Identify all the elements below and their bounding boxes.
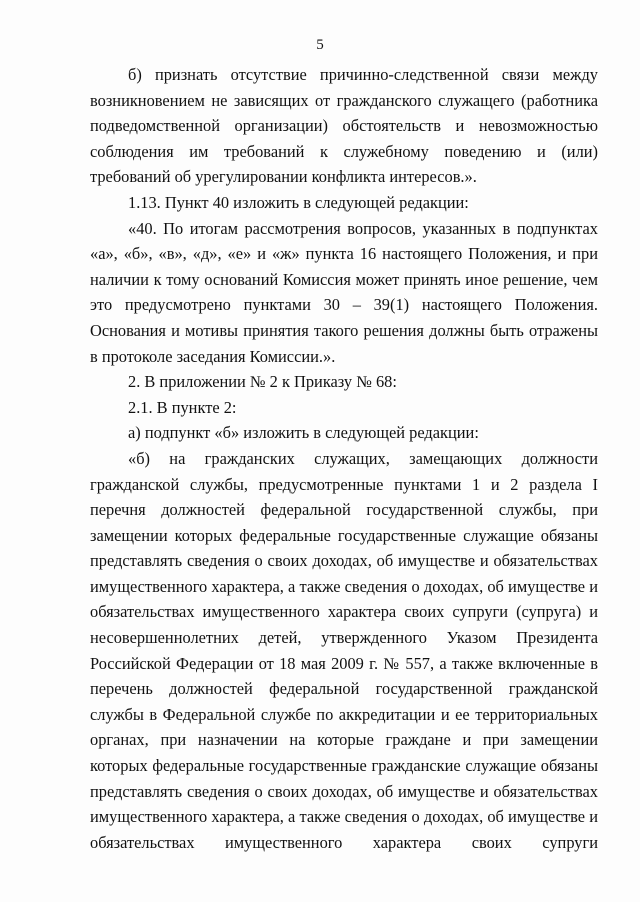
paragraph-1-13-heading: 1.13. Пункт 40 изложить в следующей редакции: — [128, 192, 469, 212]
document-body — [90, 62, 598, 855]
page-number: 5 — [316, 37, 324, 53]
paragraph-subpoint-b-text: «б) на гражданских служащих, замещающих должности гражданской службы, предусмотренные пунктами 1 и 2 раздела I перечня должностей федеральной государственной службы, при замещении которых федеральные государственные служащие обязаны представлять сведения о своих доходах, об имуществе и обязательствах имущественного характера, а также сведения о доходах, об имуществе и обязательствах имущественного характера своих супруги (супруга) и несовершеннолетних детей, утвержденного Указом Президента Российской Федерации от 18 мая 2009 г. № 557, а также включенные в перечень должностей федеральной государственной гражданской службы в Федеральной службе по аккредитации и ее территориальных органах, при назначении на которые граждане и при замещении которых федеральные государственные гражданские служащие обязаны представлять сведения о своих доходах, об имуществе и обязательствах имущественного характера, а также сведения о доходах, об имуществе и обязательствах имущественного характера своих супруги — [90, 448, 598, 852]
paragraph-appendix-2-heading: 2. В приложении № 2 к Приказу № 68: — [128, 372, 397, 392]
paragraph-item-b-recognize: б) признать отсутствие причинно-следственной связи между возникновением не зависящих от гражданского служащего (работника подведомственной организации) обстоятельств и невозможностью соблюдения им требований к служебному поведению и (или) требований об урегулировании конфликта интересов.». — [90, 65, 598, 187]
paragraph-2-1-heading: 2.1. В пункте 2: — [128, 397, 237, 417]
paragraph-subpoint-a: а) подпункт «б» изложить в следующей редакции: — [128, 423, 479, 443]
paragraph-point-40: «40. По итогам рассмотрения вопросов, указанных в подпунктах «а», «б», «в», «д», «е» и «ж» пункта 16 настоящего Положения, и при наличии к тому оснований Комиссия может принять иное решение, чем это предусмотрено пунктами 30 – 39(1) настоящего Положения. Основания и мотивы принятия такого решения должны быть отражены в протоколе заседания Комиссии.». — [90, 218, 598, 366]
